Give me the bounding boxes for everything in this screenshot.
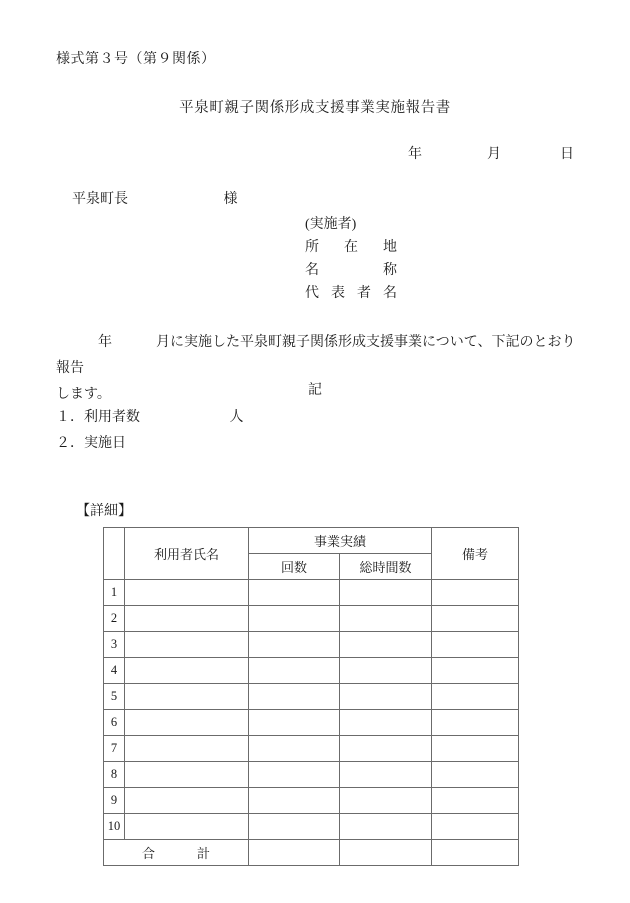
implementer-heading: (実施者): [305, 217, 357, 232]
cell-note[interactable]: [432, 788, 519, 814]
cell-user-name[interactable]: [125, 580, 249, 606]
row-number: 5: [104, 684, 125, 710]
cell-count[interactable]: [249, 736, 340, 762]
total-count[interactable]: [249, 840, 340, 866]
row-number: 6: [104, 710, 125, 736]
cell-total-hours[interactable]: [340, 788, 432, 814]
cell-total-hours[interactable]: [340, 606, 432, 632]
list-item-implementation-date-label: ２．実施日: [56, 436, 126, 451]
cell-count[interactable]: [249, 580, 340, 606]
cell-note[interactable]: [432, 658, 519, 684]
date-line: [408, 143, 574, 163]
cell-count[interactable]: [249, 658, 340, 684]
row-number: 4: [104, 658, 125, 684]
implementer-representative-label: 代表者名: [305, 286, 397, 301]
body-continuation-text: します。: [56, 387, 111, 402]
implementer-name-row: [305, 262, 397, 280]
form-number: 様式第３号（第９関係）: [56, 52, 216, 67]
cell-total-hours[interactable]: [340, 736, 432, 762]
implementer-address-label: 所在地: [305, 240, 397, 255]
cell-note[interactable]: [432, 710, 519, 736]
cell-user-name[interactable]: [125, 710, 249, 736]
table-row: [104, 632, 519, 658]
header-total-hours: 総時間数: [340, 554, 432, 580]
table-header-row-top: [104, 528, 519, 554]
cell-note[interactable]: [432, 762, 519, 788]
cell-total-hours[interactable]: [340, 762, 432, 788]
cell-total-hours[interactable]: [340, 684, 432, 710]
table-total-row: [104, 840, 519, 866]
header-number: [104, 528, 125, 580]
addressee: [72, 188, 238, 208]
cell-count[interactable]: [249, 632, 340, 658]
cell-note[interactable]: [432, 814, 519, 840]
row-number: 2: [104, 606, 125, 632]
table-row: [104, 762, 519, 788]
row-number: 10: [104, 814, 125, 840]
cell-user-name[interactable]: [125, 814, 249, 840]
total-hours[interactable]: [340, 840, 432, 866]
cell-user-name[interactable]: [125, 658, 249, 684]
date-month-label: 月: [487, 147, 501, 162]
cell-note[interactable]: [432, 684, 519, 710]
row-number: 3: [104, 632, 125, 658]
cell-total-hours[interactable]: [340, 710, 432, 736]
row-number: 9: [104, 788, 125, 814]
header-count: 回数: [249, 554, 340, 580]
cell-user-name[interactable]: [125, 788, 249, 814]
ki-mark: 記: [308, 383, 322, 398]
detail-section-label: 【詳細】: [76, 504, 132, 519]
cell-user-name[interactable]: [125, 632, 249, 658]
cell-user-name[interactable]: [125, 684, 249, 710]
list-item-user-count-unit: 人: [229, 410, 244, 425]
table-row: [104, 710, 519, 736]
total-label-text: 合計: [142, 846, 210, 861]
total-note[interactable]: [432, 840, 519, 866]
cell-count[interactable]: [249, 762, 340, 788]
document-title: 平泉町親子関係形成支援事業実施報告書: [179, 100, 451, 116]
table-row: [104, 788, 519, 814]
table-row: [104, 814, 519, 840]
detail-table: [103, 527, 519, 866]
body-year-label: 年: [98, 335, 112, 350]
cell-count[interactable]: [249, 684, 340, 710]
addressee-name: 平泉町長: [72, 192, 128, 207]
cell-total-hours[interactable]: [340, 658, 432, 684]
table-row: [104, 736, 519, 762]
implementer-block: [305, 216, 397, 308]
cell-count[interactable]: [249, 606, 340, 632]
table-row: [104, 606, 519, 632]
cell-count[interactable]: [249, 814, 340, 840]
date-year-label: 年: [408, 147, 422, 162]
implementer-address-row: [305, 239, 397, 257]
cell-note[interactable]: [432, 736, 519, 762]
table-row: [104, 658, 519, 684]
cell-note[interactable]: [432, 606, 519, 632]
date-day-label: 日: [560, 147, 574, 162]
cell-user-name[interactable]: [125, 762, 249, 788]
list-item-implementation-date: [56, 432, 126, 452]
row-number: 8: [104, 762, 125, 788]
addressee-honorific: 様: [223, 192, 238, 207]
cell-count[interactable]: [249, 710, 340, 736]
cell-total-hours[interactable]: [340, 580, 432, 606]
row-number: 7: [104, 736, 125, 762]
body-main-text: 月に実施した平泉町親子関係形成支援事業について、下記のとおり報告: [56, 335, 576, 376]
cell-note[interactable]: [432, 632, 519, 658]
cell-note[interactable]: [432, 580, 519, 606]
cell-total-hours[interactable]: [340, 814, 432, 840]
list-item-user-count-label: １．利用者数: [56, 410, 140, 425]
cell-user-name[interactable]: [125, 736, 249, 762]
list-item-user-count: [56, 406, 244, 426]
header-user-name: 利用者氏名: [125, 528, 249, 580]
table-row: [104, 580, 519, 606]
cell-count[interactable]: [249, 788, 340, 814]
implementer-representative-row: [305, 285, 397, 303]
header-note: 備考: [432, 528, 519, 580]
cell-user-name[interactable]: [125, 606, 249, 632]
cell-total-hours[interactable]: [340, 632, 432, 658]
implementer-name-label: 名称: [305, 263, 397, 278]
detail-table-head: [104, 528, 519, 580]
total-label: [104, 840, 249, 866]
row-number: 1: [104, 580, 125, 606]
detail-table-body: [104, 580, 519, 866]
table-row: [104, 684, 519, 710]
header-performance: 事業実績: [249, 528, 432, 554]
